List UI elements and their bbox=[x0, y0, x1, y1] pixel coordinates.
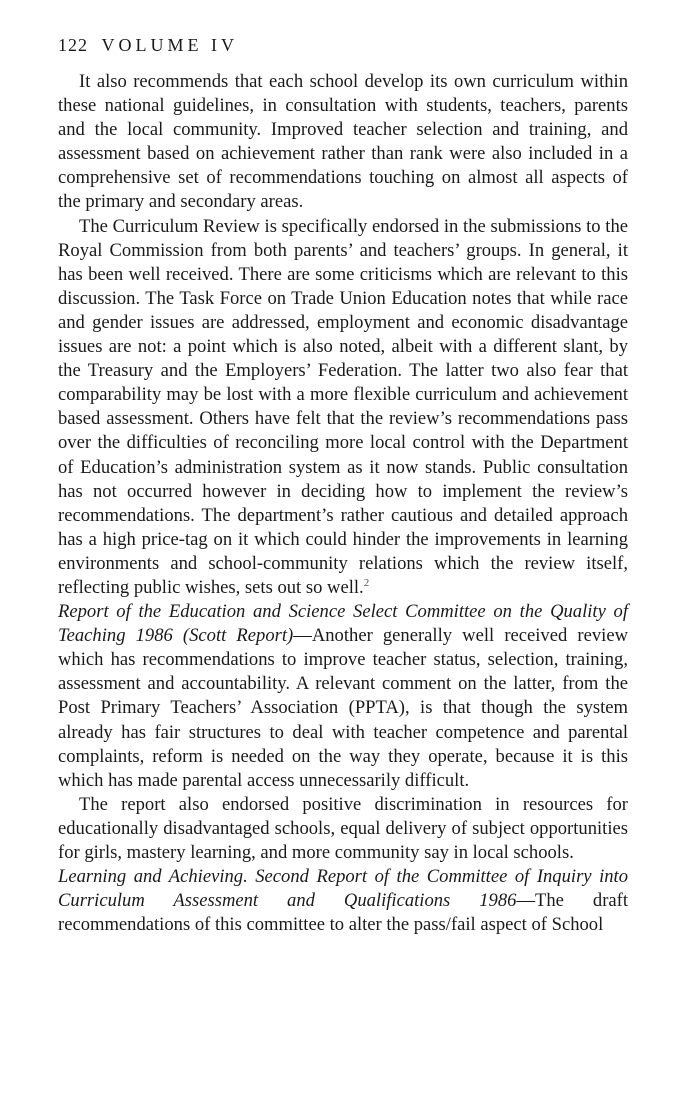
book-page bbox=[58, 33, 628, 937]
paragraph-scott-report bbox=[58, 600, 628, 793]
paragraph-text: The Curriculum Review is specifically endorsed in the submissions to the Royal Commission from both parents’ and teachers’ groups. In general, it has been well received. There are some criticisms which are relevant to this discussion. The Task Force on Trade Union Education notes that while race and gender issues are addressed, employment and economic disadvantage issues are not: a point which is also noted, albeit with a different slant, by the Treasury and the Employers’ Federation. The latter two also fear that comparability may be lost with a more flexible curriculum and achievement based assessment. Others have felt that the review’s recommendations pass over the difficulties of reconciling more local control with the Department of Education’s administration system as it now stands. Public consultation has not occurred however in deciding how to implement the review’s recommendations. The department’s rather cautious and detailed approach has a high price-tag on it which could hinder the improvements in learning environments and school-community relations which the review itself, reflecting public wishes, sets out so well. bbox=[58, 215, 628, 598]
running-head: VOLUME IV bbox=[101, 35, 238, 55]
paragraph-curriculum-review bbox=[58, 215, 628, 601]
report-title: Report of the Education and Science Select Committee on the Quality of Teaching 1986 (Scott Report) bbox=[58, 601, 628, 647]
paragraph-text: The report also endorsed positive discrimination in resources for educationally disadvantaged schools, equal delivery of subject opportunities for girls, mastery learning, and more community say in local schools. bbox=[58, 793, 628, 863]
paragraph-curriculum-recommendations bbox=[58, 70, 628, 215]
footnote-marker: 2 bbox=[363, 576, 370, 589]
report-title: Learning and Achieving. Second Report of the Committee of Inquiry into Curriculum Assessment and Qualifications 1986 bbox=[58, 866, 628, 912]
page-header bbox=[58, 33, 628, 57]
paragraph-learning-and-achieving bbox=[58, 865, 628, 937]
paragraph-text: —The draft recommendations of this committee to alter the pass/fail aspect of School bbox=[58, 890, 628, 936]
paragraph-text: It also recommends that each school develop its own curriculum within these national guidelines, in consultation with students, teachers, parents and the local community. Improved teacher selection and training, and assessment based on achievement rather than rank were also included in a comprehensive set of recommendations touching on almost all aspects of the primary and secondary areas. bbox=[58, 71, 628, 213]
paragraph-text: —Another generally well received review which has recommendations to improve teacher status, selection, training, assessment and accountability. A relevant comment on the latter, from the Post Primary Teachers’ Association (PPTA), is that though the system already has fair structures to deal with teacher competence and parental complaints, reform is needed on the way they operate, because it is this which has made parental access unnecessarily difficult. bbox=[58, 625, 628, 791]
paragraph-positive-discrimination bbox=[58, 793, 628, 865]
page-number: 122 bbox=[58, 35, 88, 55]
